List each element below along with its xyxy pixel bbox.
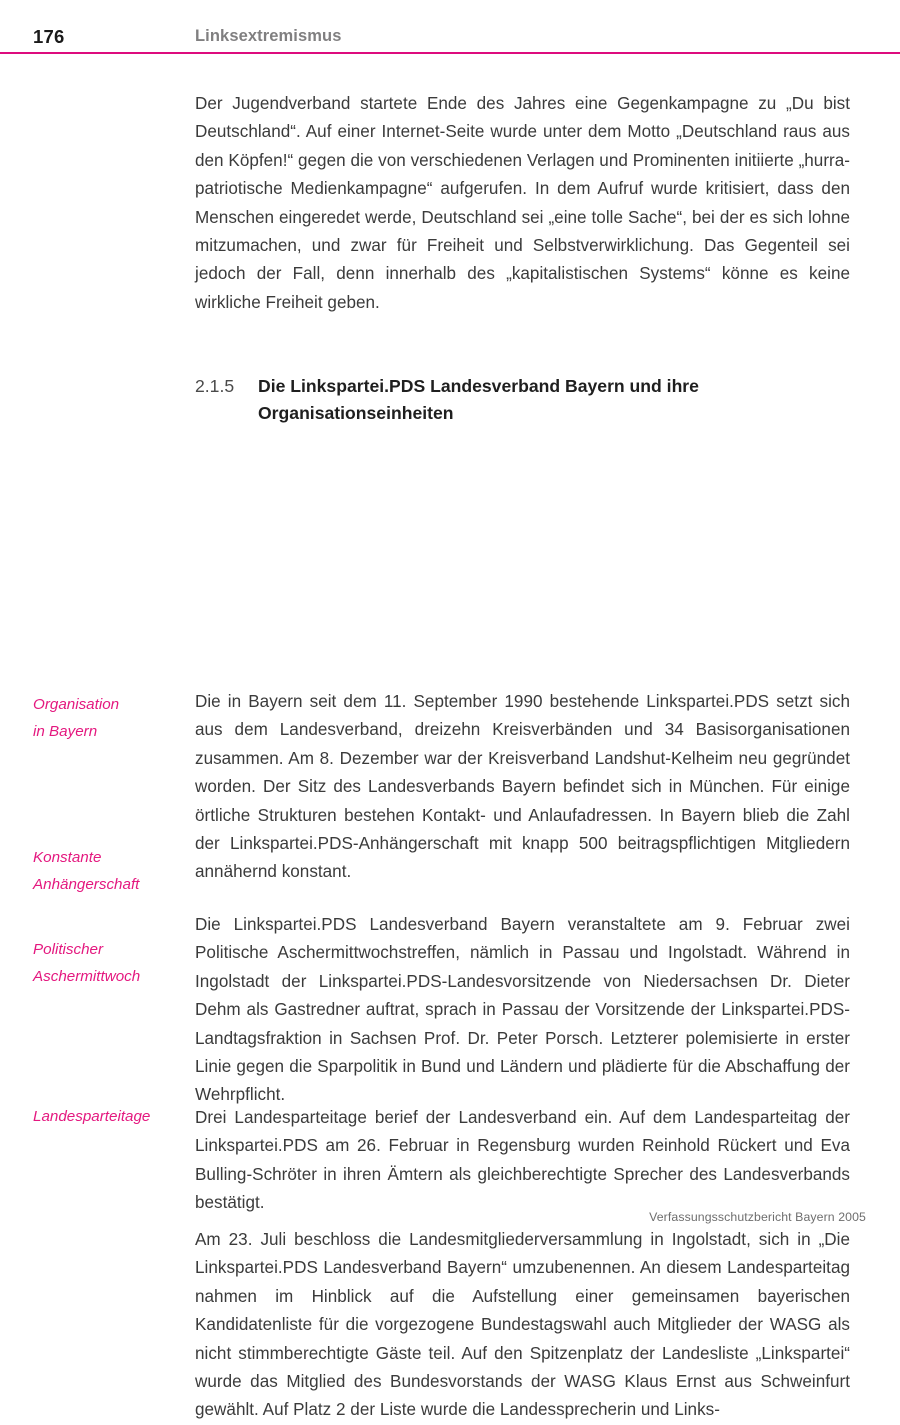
section-title-line-2: Organisationseinheiten <box>258 403 454 423</box>
body-column-intro <box>195 90 850 317</box>
header-rule <box>0 52 900 54</box>
page-footer: Verfassungsschutzbericht Bayern 2005 <box>649 1210 866 1224</box>
marginal-note-konstante-anhaengerschaft <box>33 845 183 898</box>
marginal-note-landesparteitage <box>33 1104 183 1131</box>
marginal-note-line-1: Politischer <box>33 941 104 958</box>
content-block-intro <box>0 90 900 340</box>
body-column-landesmitgliederversammlung <box>195 1226 850 1425</box>
body-column-aschermittwoch <box>195 911 850 1110</box>
section-number: 2.1.5 <box>195 376 235 396</box>
marginal-note-line-1: Organisation <box>33 696 120 713</box>
section-heading <box>195 373 850 427</box>
paragraph-landesmitgliederversammlung: Am 23. Juli beschloss die Landesmitgliederversammlung in Ingolstadt, sich in „Die Linkspartei.PDS Landesverband Bayern“ umzubenennen. An diesem Landesparteitag nahmen im Hinblick auf die Aufstellung einer gemeinsamen bayerischen Kandidatenliste für die vorgezogene Bundestagswahl auch Mitglieder der WASG als nicht stimmberechtigte Gäste teil. Auf den Spitzenplatz der Landesliste „Linkspartei“ wurde das Mitglied des Bundesvorstands der WASG Klaus Ernst aus Schweinfurt gewählt. Auf Platz 2 der Liste wurde die Landessprecherin und Links- <box>195 1230 850 1420</box>
running-head-title: Linksextremismus <box>195 27 342 45</box>
paragraph-landesparteitage: Drei Landesparteitage berief der Landesverband ein. Auf dem Landesparteitag der Linkspartei.PDS am 26. Februar in Regensburg wurden Reinhold Rückert und Eva Bulling-Schröter in ihren Ämtern als gleichberechtigte Sprecher des Landesverbands bestätigt. <box>195 1108 850 1213</box>
paragraph-intro: Der Jugendverband startete Ende des Jahres eine Gegenkampagne zu „Du bist Deutschland“. Auf einer Internet-Seite wurde unter dem Motto „Deutschland raus aus den Köpfen!“ gegen die von verschiedenen Verlagen und Prominenten initiierte „hurra-patriotische Medienkampagne“ aufgerufen. In dem Aufruf wurde kritisiert, dass den Menschen eingeredet werde, Deutschland sei „eine tolle Sache“, bei der es sich lohne mitzumachen, und zwar für Freiheit und Selbstverwirklichung. Das Gegenteil sei jedoch der Fall, denn innerhalb des „kapitalistischen Systems“ könne es keine wirkliche Freiheit geben. <box>195 94 850 312</box>
paragraph-politischer-aschermittwoch: Die Linkspartei.PDS Landesverband Bayern veranstaltete am 9. Februar zwei Politische Aschermittwochstreffen, nämlich in Passau und Ingolstadt. Während in Ingolstadt der Linkspartei.PDS-Landesvorsitzende von Niedersachsen Dr. Dieter Dehm als Gastredner auftrat, sprach in Passau der Vorsitzende der Linkspartei.PDS-Landtagsfraktion in Sachsen Prof. Dr. Peter Porsch. Letzterer polemisierte in erster Linie gegen die Sparpolitik in Bund und Ländern und plädierte für die Abschaffung der Wehrpflicht. <box>195 915 850 1105</box>
marginal-note-line-1: Landesparteitage <box>33 1108 151 1125</box>
body-column-organisation <box>195 688 850 887</box>
marginal-note-organisation-in-bayern <box>33 692 183 745</box>
page-number: 176 <box>33 26 65 47</box>
section-title <box>258 373 850 427</box>
section-title-line-1: Die Linkspartei.PDS Landesverband Bayern und ihre <box>258 376 699 396</box>
marginal-note-line-2: Aschermittwoch <box>33 967 141 985</box>
marginal-note-line-1: Konstante <box>33 849 102 866</box>
body-column-landesparteitage <box>195 1104 850 1218</box>
marginal-note-politischer-aschermittwoch <box>33 937 183 990</box>
paragraph-organisation-bayern: Die in Bayern seit dem 11. September 1990 bestehende Linkspartei.PDS setzt sich aus dem Landesverband, dreizehn Kreisverbänden und 34 Basisorganisationen zusammen. Am 8. Dezember war der Kreisverband Landshut-Kelheim neu gegründet worden. Der Sitz des Landesverbands Bayern befindet sich in München. Für einige örtliche Strukturen bestehen Kontakt- und Anlaufadressen. In Bayern blieb die Zahl der Linkspartei.PDS-Anhängerschaft mit knapp 500 beitragspflichtigen Mitgliedern annähernd konstant. <box>195 692 850 882</box>
marginal-note-line-2: in Bayern <box>33 722 98 740</box>
marginal-note-line-2: Anhängerschaft <box>33 875 140 893</box>
